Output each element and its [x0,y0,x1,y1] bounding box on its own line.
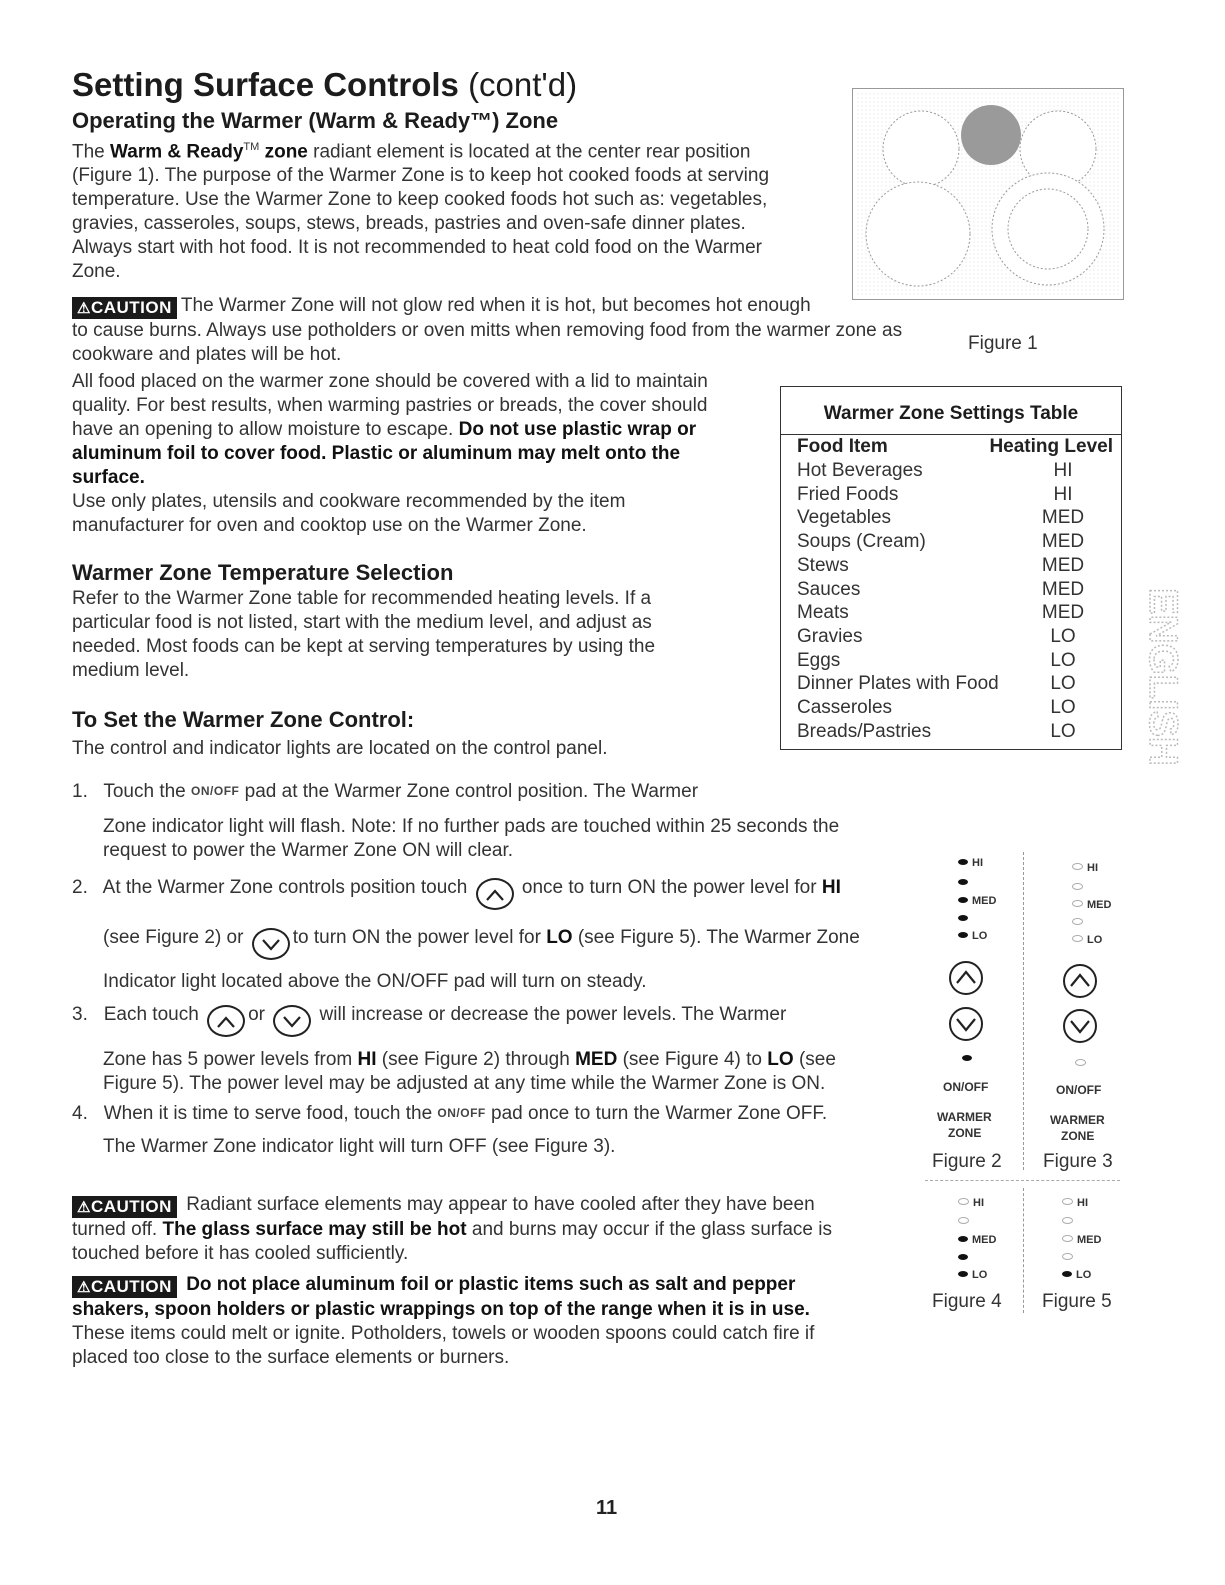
table-row [797,483,1121,507]
indicator-light-off-icon [1062,1253,1073,1260]
indicator-light-off-icon [1062,1235,1073,1242]
indicator-level [958,1216,973,1228]
indicator-light-on-icon [958,1236,968,1242]
language-side-tab [1125,578,1185,766]
cooktop-figure [852,88,1124,300]
food-item-cell: Gravies [797,625,863,647]
indicator-level [958,1252,972,1264]
heating-level-cell: HI [1053,483,1073,505]
step-2: 2. At the Warmer Zone controls position touch once to turn ON the power level for HI (see Figure 2) or to turn ON the power level for LO (see Figure 5). The Warmer Zone Indicator light located above the ON/OFF pad will turn on steady. [72,877,860,992]
indicator-light-off-icon [1072,900,1083,907]
heating-level-cell: LO [1050,649,1076,671]
indicator-light-off-icon [1062,1198,1073,1205]
down-arrow-pad-icon [252,928,290,960]
step-3: 3. Each touch or will increase or decrease the power levels. The Warmer Zone has 5 power levels from HI (see Figure 2) through MED (see Figure 4) to LO (see Figure 5). The power level may be adjusted at any time while the Warmer Zone is ON. [72,1004,836,1094]
figure-divider [1023,1188,1024,1313]
food-item-cell: Casseroles [797,697,893,718]
food-item-cell: Hot Beverages [797,460,923,481]
indicator-level [958,913,972,925]
heating-level-cell: LO [1050,720,1076,742]
indicator-light-on-icon [958,859,968,865]
warmer-intro-paragraph [72,135,832,284]
intro-line: The Warm & Ready™ zone radiant element is located at the center rear position [72,141,751,163]
heating-level-cell: LO [1050,673,1076,695]
page-title: Setting Surface Controls (cont'd) [72,66,578,103]
warmer-section-heading: Operating the Warmer (Warm & Ready™) Zone [72,108,559,133]
onoff-label: ON/OFF [1056,1083,1102,1097]
table-row [797,672,1121,696]
figure-3-caption: Figure 3 [1043,1151,1113,1172]
caution-badge: ⚠CAUTION [72,1196,177,1218]
indicator-light-off-icon [1072,935,1083,942]
indicator-lo: LO [958,930,987,942]
up-arrow-pad-icon [1062,963,1098,999]
food-item-cell: Breads/Pastries [797,720,932,742]
indicator-med: MED [958,1234,996,1246]
indicator-light-on-icon [1062,1271,1072,1277]
warmer-label: WARMER [1050,1113,1105,1127]
indicator-hi: HI [1062,1197,1088,1209]
intro-line: gravies, casseroles, soups, stews, breads, pastries and oven-safe dinner plates. [72,213,746,235]
indicator-light-off-icon [1072,883,1083,890]
heating-level-cell: MED [1041,531,1085,553]
indicator-lo: LO [958,1269,987,1281]
food-item-cell: Soups (Cream) [797,531,926,553]
indicator-lo: LO [1072,934,1102,946]
zone-label: ZONE [948,1126,982,1140]
indicator-lo: LO [1062,1269,1091,1281]
food-item-cell: Dinner Plates with Food [797,673,999,695]
cooktop-diagram-icon [853,89,1123,299]
heating-level-cell: MED [1041,602,1085,624]
down-arrow-pad-icon [273,1005,311,1037]
indicator-hi: HI [958,857,983,869]
warmer-settings-table [780,386,1122,750]
step-4: 4. When it is time to serve food, touch the ON/OFF pad once to turn the Warmer Zone OFF. The Warmer Zone indicator light will turn OFF (see Figure 3). [72,1103,828,1157]
warning-triangle-icon: ⚠ [77,1199,91,1216]
indicator-level [1072,917,1087,929]
indicator-light-off-icon [958,1198,969,1205]
table-row [797,506,1121,530]
onoff-pad-label: ON/OFF [191,784,240,798]
figure-divider [925,1180,1120,1181]
table-row [797,578,1121,602]
caution-warmer-hot: ⚠CAUTION The Warmer Zone will not glow red when it is hot, but becomes hot enough to cause burns. Always use potholders or oven mitts when removing food from the warmer zone as cookware and plates will be hot. [72,295,903,365]
temp-section-paragraph: Refer to the Warmer Zone table for recommended heating levels. If a particular food is not listed, start with the medium level, and adjust as needed. Most foods can be kept at serving temperatures by using the medium level. [72,588,656,681]
step-1: 1. Touch the ON/OFF pad at the Warmer Zone control position. The Warmer Zone indicator light will flash. Note: If no further pads are touched within 25 seconds the request to power the Warmer Zone ON will clear. [72,781,840,861]
table-row [797,649,1121,673]
table-row [797,696,1121,720]
figure-4-caption: Figure 4 [932,1291,1002,1312]
cover-food-paragraph: All food placed on the warmer zone should be covered with a lid to maintain quality. For best results, when warming pastries or breads, the cover should have an opening to allow moisture to escape. Do not use plastic wrap or aluminum foil to cover food. Plastic or aluminum may melt onto the surface. Use only plates, utensils and cookware recommended by the item manufacturer for oven and cooktop use on the Warmer Zone. [72,371,708,536]
indicator-light-on-icon [962,1055,972,1061]
onoff-pad-label: ON/OFF [437,1106,486,1120]
indicator-light-off-icon [1072,918,1083,925]
set-section-heading: To Set the Warmer Zone Control: [72,707,415,732]
food-item-cell: Vegetables [797,507,892,529]
indicator-med: MED [1062,1234,1101,1246]
down-arrow-pad-icon [1062,1008,1098,1044]
heating-level-cell: MED [1041,554,1085,576]
table-header: Food Item Heating Level [797,436,1113,457]
food-item-cell: Sauces [797,578,861,600]
indicator-light-on-icon [958,1254,968,1260]
food-item-cell: Stews [797,554,849,576]
indicator-light-on-icon [958,915,968,921]
indicator-light-off-icon [958,1217,969,1224]
food-item-cell: Meats [797,602,849,624]
indicator-light-on-icon [958,1271,968,1277]
onoff-label: ON/OFF [943,1080,989,1094]
table-row [797,459,1121,483]
indicator-level [1072,882,1087,894]
warning-triangle-icon: ⚠ [77,300,91,317]
caution-surface-hot: ⚠CAUTION Radiant surface elements may appear to have cooled after they have been turned off. The glass surface may still be hot and burns may occur if the glass surface is touched before it has cooled sufficiently. [72,1194,832,1264]
heating-level-cell: MED [1041,578,1085,600]
food-item-cell: Eggs [797,649,841,671]
heating-level-cell: MED [1041,507,1085,529]
temp-section-heading: Warmer Zone Temperature Selection [72,560,454,585]
indicator-light-off-icon [1062,1217,1073,1224]
caution-foil-plastic: ⚠CAUTION Do not place aluminum foil or plastic items such as salt and pepper shakers, spoon holders or plastic wrappings on top of the range when it is in use. These items could melt or ignite. Potholders, towels or wooden spoons could catch fire if placed too close to the surface elements or burners. [72,1274,815,1368]
food-item-cell: Fried Foods [797,483,899,505]
table-row [797,601,1121,625]
warning-triangle-icon: ⚠ [77,1279,91,1296]
intro-line: Zone. [72,261,121,283]
table-row [797,720,1121,744]
set-section-intro: The control and indicator lights are located on the control panel. [72,738,608,759]
zone-label: ZONE [1061,1129,1095,1143]
intro-line: (Figure 1). The purpose of the Warmer Zone is to keep hot cooked foods at serving [72,165,770,187]
table-row [797,554,1121,578]
intro-line: Always start with hot food. It is not recommended to heat cold food on the Warmer [72,237,762,259]
indicator-hi: HI [958,1197,984,1209]
indicator-hi: HI [1072,862,1098,874]
down-arrow-pad-icon [948,1006,984,1042]
page-number: 11 [596,1497,618,1519]
indicator-level [1062,1252,1077,1264]
indicator-light-off-icon [1072,863,1083,870]
indicator-light-on-icon [958,897,968,903]
indicator-level [958,877,972,889]
indicator-light-on-icon [958,932,968,938]
indicator-light-off-icon [1075,1059,1086,1066]
indicator-light-on-icon [958,879,968,885]
figure-5-caption: Figure 5 [1042,1291,1112,1312]
caution-badge: ⚠CAUTION [72,1276,177,1298]
up-arrow-pad-icon [948,960,984,996]
table-title: Warmer Zone Settings Table [823,403,1079,424]
up-arrow-pad-icon [476,878,514,910]
figure-1-caption: Figure 1 [968,333,1038,354]
side-tab-text: ENGLISH [1141,588,1185,766]
table-row [797,530,1121,554]
table-row [797,625,1121,649]
indicator-med: MED [1072,899,1111,911]
intro-line: temperature. Use the Warmer Zone to keep cooked foods hot such as: vegetables, [72,189,768,211]
figure-divider [1023,852,1024,1170]
indicator-level [1062,1216,1077,1228]
caution-badge: ⚠CAUTION [72,297,177,319]
heating-level-cell: HI [1053,460,1073,481]
heating-level-cell: LO [1050,697,1076,718]
heating-level-cell: LO [1050,625,1076,647]
warmer-label: WARMER [937,1110,992,1124]
onoff-indicator [962,1053,976,1065]
up-arrow-pad-icon [207,1005,245,1037]
indicator-med: MED [958,895,996,907]
figure-2-caption: Figure 2 [932,1151,1002,1172]
onoff-indicator [1075,1058,1090,1070]
